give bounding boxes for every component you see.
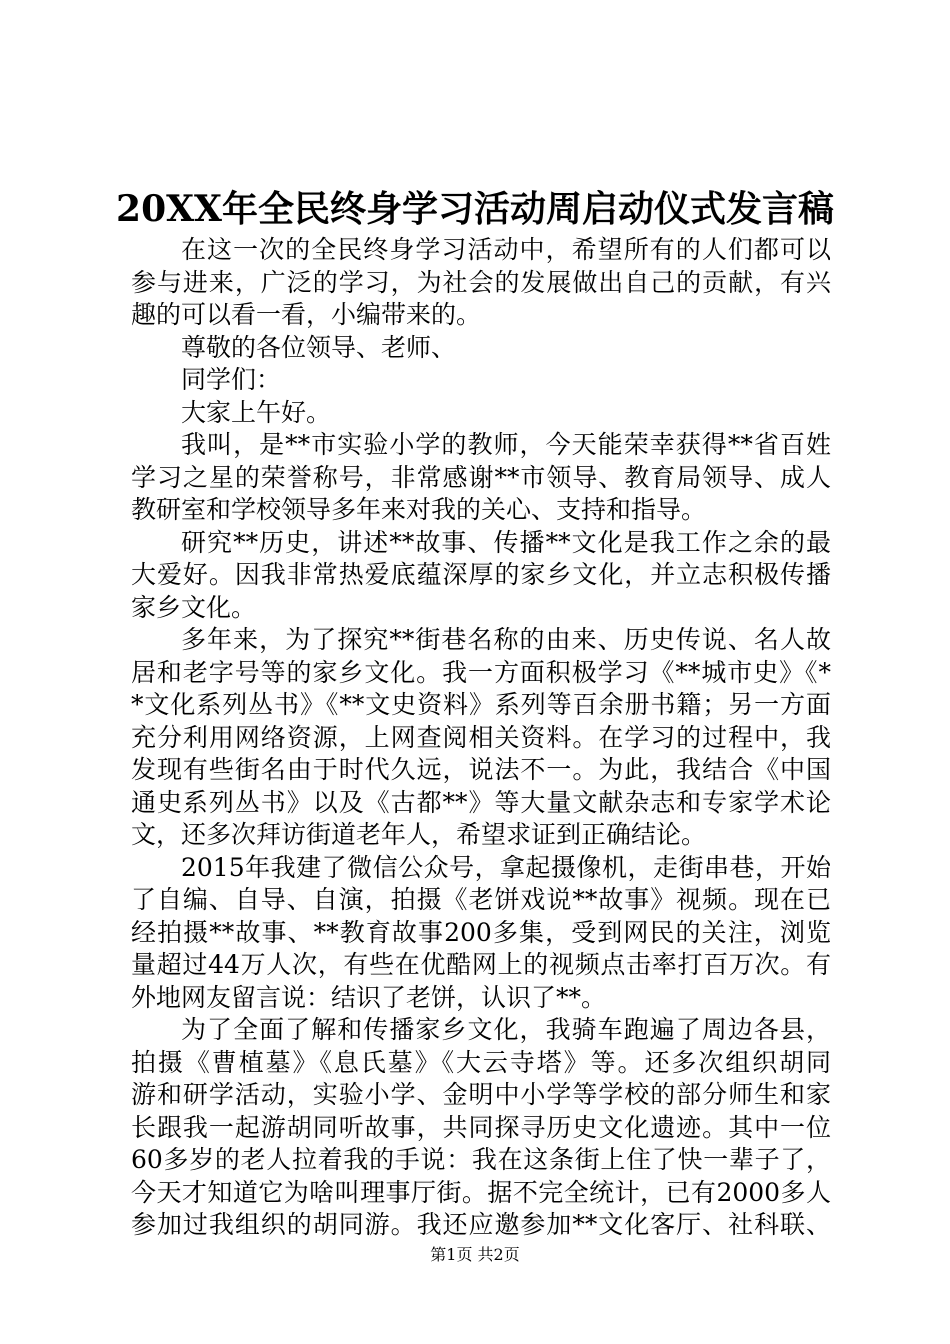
text-line: 量超过44万人次，有些在优酷网上的视频点击率打百万次。有: [131, 950, 831, 979]
text-line: 60多岁的老人拉着我的手说：我在这条街上住了快一辈子了，: [131, 1145, 831, 1174]
text-line: 了自编、自导、自演，拍摄《老饼戏说**故事》视频。现在已: [131, 885, 831, 914]
text-line: 大爱好。因我非常热爱底蕴深厚的家乡文化，并立志积极传播: [131, 560, 831, 589]
text-line: *文化系列丛书》《**文史资料》系列等百余册书籍；另一方面: [131, 690, 831, 719]
page-footer: 第1页 共2页: [430, 1245, 520, 1264]
text-line: 学习之星的荣誉称号，非常感谢**市领导、教育局领导、成人: [131, 462, 831, 492]
text-line: 趣的可以看一看，小编带来的。: [131, 300, 482, 329]
text-line: 研究**历史，讲述**故事、传播**文化是我工作之余的最: [181, 527, 831, 557]
document-title: 20XX年全民终身学习活动周启动仪式发言稿: [116, 188, 834, 230]
document-body: [131, 234, 831, 1242]
text-line: 文，还多次拜访街道老年人，希望求证到正确结论。: [131, 820, 707, 849]
text-line: 同学们：: [181, 365, 282, 394]
text-line: 通史系列丛书》以及《古都**》等大量文献杂志和专家学术论: [131, 787, 831, 817]
text-line: 2015年我建了微信公众号，拿起摄像机，走街串巷，开始: [181, 852, 831, 882]
text-line: 经拍摄**故事、**教育故事200多集，受到网民的关注，浏览: [131, 917, 831, 947]
text-line: 为了全面了解和传播家乡文化，我骑车跑遍了周边各县，: [181, 1015, 831, 1044]
text-line: 游和研学活动，实验小学、金明中小学等学校的部分师生和家: [131, 1080, 831, 1109]
text-line: 尊敬的各位领导、老师、: [181, 332, 457, 362]
text-line: 参加过我组织的胡同游。我还应邀参加**文化客厅、社科联、: [131, 1210, 831, 1239]
text-line: 多年来，为了探究**街巷名称的由来、历史传说、名人故: [181, 625, 831, 654]
text-line: 我叫，是**市实验小学的教师，今天能荣幸获得**省百姓: [181, 430, 831, 459]
text-line: 教研室和学校领导多年来对我的关心、支持和指导。: [131, 495, 707, 524]
text-line: 在这一次的全民终身学习活动中，希望所有的人们都可以: [181, 235, 831, 264]
text-line: 大家上午好。: [181, 397, 332, 427]
text-line: 充分利用网络资源，上网查阅相关资料。在学习的过程中，我: [131, 722, 831, 752]
text-line: 长跟我一起游胡同听故事，共同探寻历史文化遗迹。其中一位: [131, 1112, 831, 1142]
text-line: 居和老字号等的家乡文化。我一方面积极学习《**城市史》《*: [131, 657, 831, 687]
text-line: 家乡文化。: [131, 592, 257, 622]
text-line: 参与进来，广泛的学习，为社会的发展做出自己的贡献，有兴: [131, 267, 831, 297]
text-line: 拍摄《曹植墓》《息氏墓》《大云寺塔》等。还多次组织胡同: [131, 1047, 831, 1077]
text-line: 今天才知道它为啥叫理事厅街。据不完全统计，已有2000多人: [131, 1177, 831, 1207]
text-line: 发现有些街名由于时代久远，说法不一。为此，我结合《中国: [131, 755, 831, 784]
text-line: 外地网友留言说：结识了老饼，认识了**。: [131, 982, 607, 1012]
